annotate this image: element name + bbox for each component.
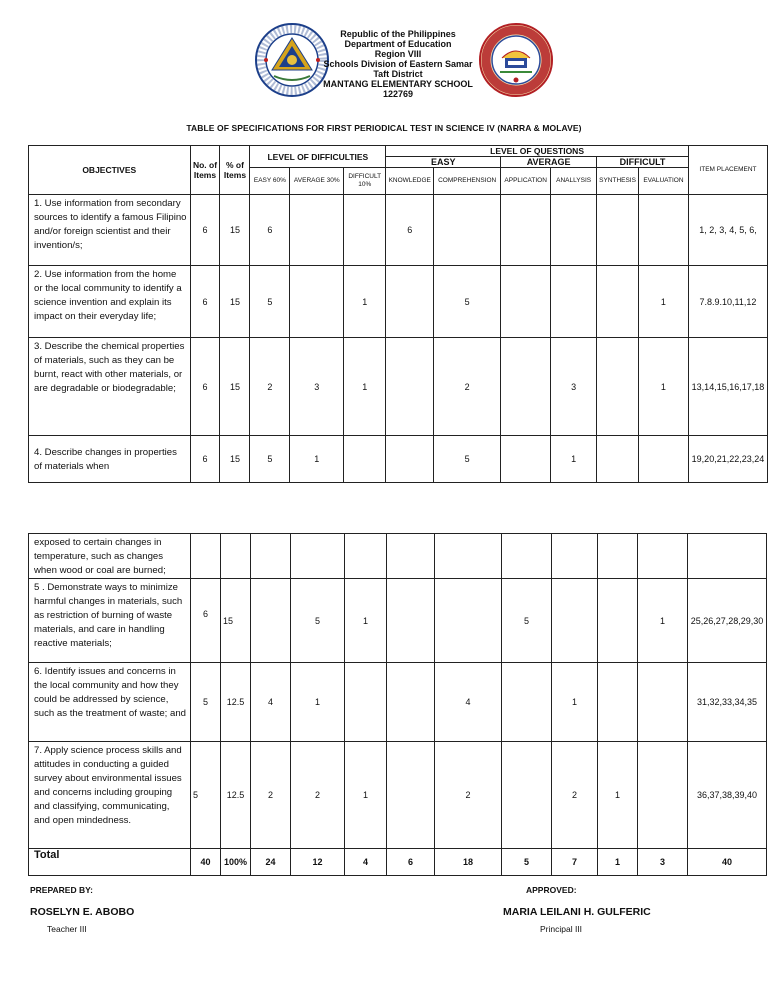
average-cell: 2: [291, 742, 345, 849]
evaluation-cell: [638, 663, 688, 742]
no-items-cell: 6: [190, 266, 220, 338]
evaluation-cell: [638, 436, 688, 483]
average-cell: [290, 266, 344, 338]
header-application: APPLICATION: [501, 168, 551, 195]
pct-items-cell: 15: [220, 338, 250, 436]
objective-cell: 4. Describe changes in properties of materials when: [29, 436, 191, 483]
table-row: [29, 195, 768, 266]
application-cell: [501, 266, 551, 338]
analysis-cell: [552, 579, 598, 663]
total-comprehension: 18: [435, 849, 502, 876]
synthesis-cell: 1: [598, 742, 638, 849]
analysis-cell: 3: [551, 338, 597, 436]
analysis-cell: 1: [551, 436, 597, 483]
comprehension-cell: 4: [435, 663, 502, 742]
total-no-items: 40: [191, 849, 221, 876]
header-easy: EASY: [386, 157, 501, 168]
header-easy-pct: EASY 60%: [250, 168, 290, 195]
item-placement-cell: 1, 2, 3, 4, 5, 6,: [688, 195, 767, 266]
average-cell: [290, 195, 344, 266]
header-line-school-id: 122769: [382, 89, 414, 99]
school-header: [300, 29, 496, 99]
header-knowledge: KNOWLEDGE: [386, 168, 434, 195]
table-row: [29, 338, 768, 436]
difficult-cell: 1: [344, 338, 386, 436]
knowledge-cell: 6: [386, 195, 434, 266]
synthesis-cell: [597, 266, 639, 338]
application-cell: 5: [502, 579, 552, 663]
no-items-cell: 6: [190, 195, 220, 266]
comprehension-cell: [434, 195, 501, 266]
evaluation-cell: [638, 742, 688, 849]
no-items-cell: 6: [190, 338, 220, 436]
table-row: [29, 579, 767, 663]
item-placement-cell: 19,20,21,22,23,24: [688, 436, 767, 483]
table-row: [29, 742, 767, 849]
header-analysis: ANALLYSIS: [551, 168, 597, 195]
average-cell: 1: [291, 663, 345, 742]
prepared-by-name: ROSELYN E. ABOBO: [30, 906, 135, 918]
application-cell: [501, 338, 551, 436]
header-comprehension: COMPREHENSION: [434, 168, 501, 195]
easy-cell: 6: [250, 195, 290, 266]
objective-cell: 5 . Demonstrate ways to minimize harmful changes in materials, such as restriction of burning of waste materials, and care in handling reactive materials;: [29, 579, 191, 663]
table-row: [29, 436, 768, 483]
objective-cell: 7. Apply science process skills and attitudes in conducting a guided survey about environmental issues and concerns including grouping and classifying, communicating, and open mindedness.: [29, 742, 191, 849]
table-row: [29, 534, 767, 579]
total-item-placement: 40: [688, 849, 767, 876]
prepared-by-label: PREPARED BY:: [30, 885, 93, 895]
evaluation-cell: 1: [638, 338, 688, 436]
no-items-cell: 5: [191, 663, 221, 742]
average-cell: 5: [291, 579, 345, 663]
knowledge-cell: [386, 338, 434, 436]
objective-cell: exposed to certain changes in temperature, such as changes when wood or coal are burned;: [29, 534, 191, 579]
total-average: 12: [291, 849, 345, 876]
header-level-difficulties: LEVEL OF DIFFICULTIES: [250, 146, 386, 168]
specifications-table-page-1: [28, 145, 768, 483]
header-difficult: DIFFICULT: [597, 157, 689, 168]
table-row: [29, 266, 768, 338]
header-objectives: OBJECTIVES: [29, 146, 191, 195]
comprehension-cell: 5: [434, 266, 501, 338]
item-placement-cell: 31,32,33,34,35: [688, 663, 767, 742]
header-line-republic: Republic of the Philippines: [340, 29, 456, 39]
difficult-cell: [344, 195, 386, 266]
synthesis-cell: [598, 579, 638, 663]
no-items-cell: 5: [191, 742, 221, 849]
objective-cell: 2. Use information from the home or the local community to identify a science invention and explain its impact on their everyday life;: [29, 266, 191, 338]
comprehension-cell: [435, 579, 502, 663]
no-items-cell: 6: [190, 436, 220, 483]
pct-items-cell: 15: [221, 579, 251, 663]
application-cell: [502, 742, 552, 849]
prepared-by-role: Teacher III: [47, 924, 87, 934]
comprehension-cell: 5: [434, 436, 501, 483]
knowledge-cell: [386, 436, 434, 483]
analysis-cell: 2: [552, 742, 598, 849]
synthesis-cell: [597, 195, 639, 266]
application-cell: [501, 195, 551, 266]
easy-cell: 5: [250, 436, 290, 483]
document-title: TABLE OF SPECIFICATIONS FOR FIRST PERIODICAL TEST IN SCIENCE IV (NARRA & MOLAVE): [186, 123, 582, 133]
objective-cell: 1. Use information from secondary sources to identify a famous Filipino and/or foreign scientist and their invention/s;: [29, 195, 191, 266]
item-placement-cell: 36,37,38,39,40: [688, 742, 767, 849]
knowledge-cell: [386, 266, 434, 338]
average-cell: 3: [290, 338, 344, 436]
table-row: [29, 663, 767, 742]
objective-cell: 3. Describe the chemical properties of materials, such as they can be burnt, react with other materials, or are degradable or biodegradable;: [29, 338, 191, 436]
objective-cell: 6. Identify issues and concerns in the local community and how they could be addressed by science, such as the treatment of waste; and: [29, 663, 191, 742]
synthesis-cell: [597, 338, 639, 436]
analysis-cell: 1: [552, 663, 598, 742]
pct-items-cell: 12.5: [221, 742, 251, 849]
header-item-placement: ITEM PLACEMENT: [688, 146, 767, 195]
total-row: [29, 849, 767, 876]
header-line-division: Schools Division of Eastern Samar: [323, 59, 473, 69]
item-placement-cell: 13,14,15,16,17,18: [688, 338, 767, 436]
header-average: AVERAGE: [501, 157, 597, 168]
total-easy: 24: [251, 849, 291, 876]
approved-role: Principal III: [540, 924, 583, 934]
total-difficult: 4: [345, 849, 387, 876]
header-no-items: No. of Items: [190, 146, 220, 195]
total-knowledge: 6: [387, 849, 435, 876]
easy-cell: 2: [251, 742, 291, 849]
header-line-school: MANTANG ELEMENTARY SCHOOL: [323, 79, 473, 89]
header-pct-items: % of Items: [220, 146, 250, 195]
approved-label: APPROVED:: [526, 885, 577, 895]
difficult-cell: 1: [345, 742, 387, 849]
difficult-cell: [345, 663, 387, 742]
difficult-cell: 1: [345, 579, 387, 663]
synthesis-cell: [598, 663, 638, 742]
analysis-cell: [551, 195, 597, 266]
total-pct-items: 100%: [221, 849, 251, 876]
application-cell: [501, 436, 551, 483]
knowledge-cell: [387, 663, 435, 742]
comprehension-cell: 2: [435, 742, 502, 849]
easy-cell: 2: [250, 338, 290, 436]
synthesis-cell: [597, 436, 639, 483]
item-placement-cell: 25,26,27,28,29,30: [688, 579, 767, 663]
item-placement-cell: 7.8.9.10,11,12: [688, 266, 767, 338]
header-line-district: Taft District: [373, 69, 423, 79]
knowledge-cell: [387, 579, 435, 663]
pct-items-cell: 15: [220, 266, 250, 338]
total-evaluation: 3: [638, 849, 688, 876]
total-analysis: 7: [552, 849, 598, 876]
header-synthesis: SYNTHESIS: [597, 168, 639, 195]
pct-items-cell: 12.5: [221, 663, 251, 742]
total-label: Total: [29, 849, 191, 876]
evaluation-cell: 1: [638, 266, 688, 338]
pct-items-cell: 15: [220, 195, 250, 266]
analysis-cell: [551, 266, 597, 338]
approved-name: MARIA LEILANI H. GULFERIC: [503, 906, 651, 918]
header-line-deped: Department of Education: [344, 39, 452, 49]
header-evaluation: EVALUATION: [638, 168, 688, 195]
application-cell: [502, 663, 552, 742]
easy-cell: 5: [250, 266, 290, 338]
header-line-region: Region VIII: [374, 49, 422, 59]
total-application: 5: [502, 849, 552, 876]
difficult-cell: 1: [344, 266, 386, 338]
evaluation-cell: [638, 195, 688, 266]
header-difficult-pct: DIFFICULT 10%: [344, 168, 386, 195]
evaluation-cell: 1: [638, 579, 688, 663]
knowledge-cell: [387, 742, 435, 849]
header-level-questions: LEVEL OF QUESTIONS: [386, 146, 689, 157]
pct-items-cell: 15: [220, 436, 250, 483]
easy-cell: 4: [251, 663, 291, 742]
easy-cell: [251, 579, 291, 663]
average-cell: 1: [290, 436, 344, 483]
difficult-cell: [344, 436, 386, 483]
no-items-cell: 6: [191, 579, 221, 663]
comprehension-cell: 2: [434, 338, 501, 436]
specifications-table-page-2: [28, 533, 767, 876]
header-average-pct: AVERAGE 30%: [290, 168, 344, 195]
total-synthesis: 1: [598, 849, 638, 876]
